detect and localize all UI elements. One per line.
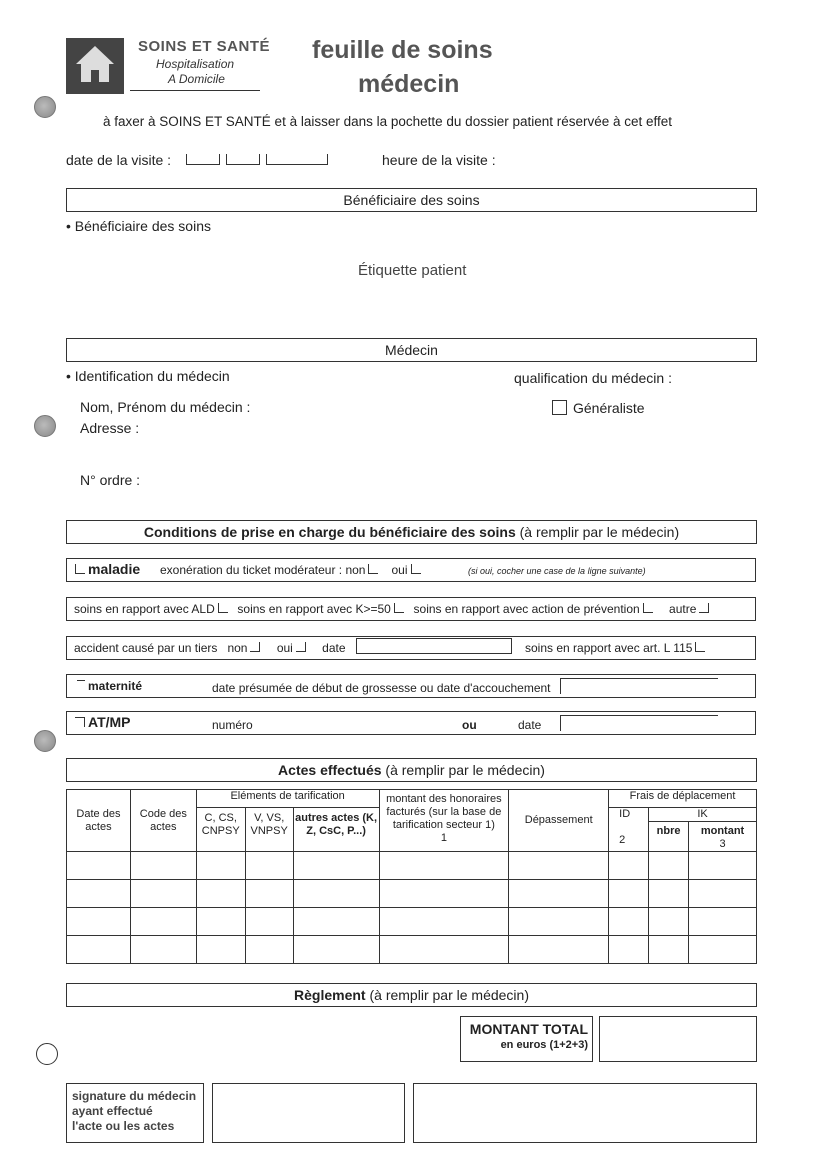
- col-header-ik-montant: montant 3: [689, 822, 757, 852]
- col-header-nbre: nbre: [649, 822, 689, 852]
- ald-checkbox[interactable]: [218, 603, 228, 613]
- section-header-actes: Actes effectués (à remplir par le médecin): [66, 758, 757, 782]
- logo-subtitle: Hospitalisation: [156, 57, 235, 71]
- logo-brand: SOINS ET SANTÉ: [138, 38, 271, 55]
- autre-checkbox[interactable]: [699, 603, 709, 613]
- col-header-c: C, CS, CNPSY: [196, 808, 245, 852]
- col-header-depassement: Dépassement: [509, 790, 609, 852]
- exoneration-non-checkbox[interactable]: [368, 564, 378, 574]
- col-header-montant: montant des honoraires facturés (sur la base de tarification secteur 1) 1: [379, 790, 509, 852]
- accident-date-field[interactable]: [356, 638, 512, 654]
- atmp-date-field[interactable]: [560, 715, 718, 731]
- table-row: [67, 936, 757, 964]
- accident-non-checkbox[interactable]: [250, 642, 260, 652]
- generaliste-checkbox[interactable]: [552, 400, 567, 415]
- montant-total-field[interactable]: [599, 1016, 757, 1062]
- exoneration-note: (si oui, cocher une case de la ligne suivante): [468, 566, 646, 576]
- maternite-row: maternité: [74, 679, 142, 693]
- col-header-ik: IK: [649, 808, 757, 822]
- atmp-date-label: date: [518, 718, 542, 732]
- punch-hole: [34, 415, 56, 437]
- montant-total-box: [460, 1016, 593, 1062]
- punch-hole: [34, 730, 56, 752]
- grossesse-label: date présumée de début de grossesse ou date d'accouchement: [212, 681, 551, 695]
- col-header-code: Code des actes: [130, 790, 196, 852]
- stamp-field[interactable]: [413, 1083, 757, 1143]
- montant-total-sub: en euros (1+2+3): [500, 1039, 588, 1051]
- table-row: [67, 908, 757, 936]
- numero-label: numéro: [212, 718, 253, 732]
- col-header-autres: autres actes (K, Z, CsC, P...): [293, 808, 379, 852]
- visit-date-field[interactable]: [186, 154, 326, 166]
- prevention-checkbox[interactable]: [643, 603, 653, 613]
- signature-field[interactable]: [212, 1083, 405, 1143]
- ald-row: soins en rapport avec ALD soins en rapport avec K>=50 soins en rapport avec action de prévention autre: [74, 602, 712, 616]
- col-header-id: ID 2: [609, 808, 649, 852]
- table-row: [67, 880, 757, 908]
- qualification-label: qualification du médecin :: [514, 370, 672, 386]
- visit-time-label: heure de la visite :: [382, 152, 496, 168]
- maladie-checkbox-row[interactable]: maladie: [72, 561, 140, 577]
- l115-checkbox[interactable]: [695, 642, 705, 652]
- col-header-frais: Frais de déplacement: [609, 790, 757, 808]
- maternite-checkbox[interactable]: [77, 680, 85, 690]
- page-title: médecin: [358, 70, 460, 98]
- table-row: [67, 852, 757, 880]
- instruction: à faxer à SOINS ET SANTÉ et à laisser dans la pochette du dossier patient réservée à cet effet: [103, 114, 673, 129]
- accident-row: accident causé par un tiers non oui date: [74, 641, 346, 655]
- exoneration-oui-checkbox[interactable]: [411, 564, 421, 574]
- atmp-checkbox[interactable]: [75, 717, 85, 727]
- logo-subtitle: A Domicile: [168, 72, 225, 86]
- page-title: feuille de soins: [312, 36, 493, 64]
- actes-table: [66, 789, 757, 964]
- montant-total-label: MONTANT TOTAL: [469, 1021, 588, 1037]
- signature-label-box: signature du médecin ayant effectué l'acte ou les actes: [66, 1083, 204, 1143]
- doctor-name-field[interactable]: Nom, Prénom du médecin :: [80, 399, 251, 415]
- k50-checkbox[interactable]: [394, 603, 404, 613]
- patient-label-area[interactable]: Étiquette patient: [358, 262, 467, 279]
- logo: [66, 38, 124, 94]
- medecin-bullet: • Identification du médecin: [66, 368, 230, 384]
- punch-hole: [34, 96, 56, 118]
- l115-label: soins en rapport avec art. L 115: [525, 641, 708, 655]
- exoneration-label: exonération du ticket modérateur : non oui: [160, 563, 424, 577]
- doctor-order-field[interactable]: N° ordre :: [80, 472, 141, 488]
- accident-oui-checkbox[interactable]: [296, 642, 306, 652]
- col-header-date: Date des actes: [67, 790, 131, 852]
- ou-label: ou: [462, 718, 477, 732]
- section-header-reglement: Règlement (à remplir par le médecin): [66, 983, 757, 1007]
- col-header-v: V, VS, VNPSY: [245, 808, 293, 852]
- generaliste-label: Généraliste: [573, 400, 645, 416]
- beneficiaire-bullet: • Bénéficiaire des soins: [66, 218, 211, 234]
- section-header-conditions: Conditions de prise en charge du bénéficiaire des soins (à remplir par le médecin): [66, 520, 757, 544]
- grossesse-date-field[interactable]: [560, 678, 718, 694]
- logo-underline: [130, 90, 260, 91]
- section-header-beneficiaire: Bénéficiaire des soins: [66, 188, 757, 212]
- house-icon: [66, 38, 124, 94]
- maladie-checkbox[interactable]: [75, 564, 85, 574]
- section-header-medecin: Médecin: [66, 338, 757, 362]
- doctor-address-field[interactable]: Adresse :: [80, 420, 140, 436]
- visit-date-label: date de la visite :: [66, 152, 172, 168]
- punch-hole: [36, 1043, 58, 1065]
- atmp-row: AT/MP: [72, 714, 131, 730]
- col-header-elements: Eléments de tarification: [196, 790, 379, 808]
